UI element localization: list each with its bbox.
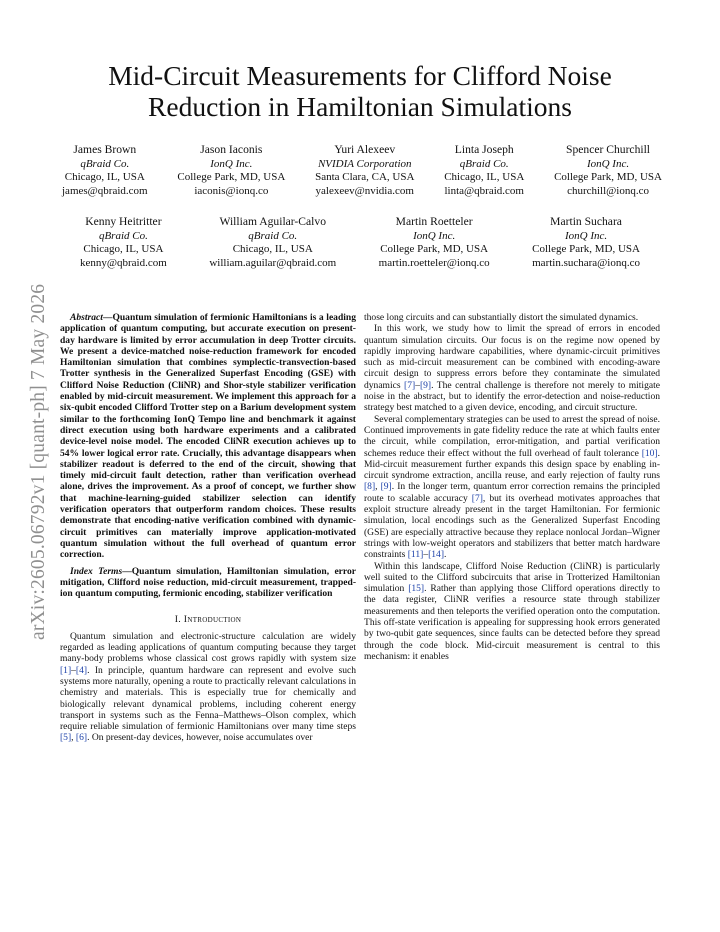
author-email: yalexeev@nvidia.com	[315, 184, 414, 197]
author-affiliation: IonQ Inc.	[564, 229, 608, 242]
body-paragraph	[364, 323, 660, 413]
author-location: College Park, MD, USA	[380, 243, 489, 255]
author-affiliation: IonQ Inc.	[586, 157, 630, 170]
author-location: Chicago, IL, USA	[232, 243, 313, 255]
author-name: Jason Iaconis	[200, 143, 263, 156]
title-line-2: Reduction in Hamiltonian Simulations	[148, 91, 572, 122]
abstract	[60, 312, 356, 561]
text-run: ,	[375, 481, 381, 493]
text-run: –	[423, 549, 429, 561]
author-affiliation: qBraid Co.	[80, 157, 130, 170]
citation-link[interactable]: [9]	[380, 481, 392, 493]
text-run: . In the longer term, quantum error correction remains the principled route to scalable accuracy	[364, 481, 660, 504]
author-email: iaconis@ionq.co	[194, 184, 269, 197]
author-block	[62, 143, 148, 198]
author-affiliation: qBraid Co.	[248, 229, 298, 242]
author-block	[532, 215, 640, 270]
continued-paragraph: those long circuits and can substantially distort the simulated dynamics.	[364, 312, 639, 323]
author-affiliation: IonQ Inc.	[210, 157, 253, 170]
author-block	[209, 215, 336, 270]
intro-paragraph	[60, 631, 356, 744]
index-terms-label: Index Terms	[70, 565, 123, 577]
citation-link[interactable]: [11]	[407, 549, 424, 561]
citation-link[interactable]: [1]	[60, 664, 72, 676]
author-name: Kenny Heitritter	[85, 215, 162, 228]
author-affiliation: IonQ Inc.	[413, 229, 456, 242]
author-block	[177, 143, 285, 198]
author-block	[379, 215, 490, 270]
citation-link[interactable]: [4]	[75, 664, 88, 676]
citation-link[interactable]: [15]	[408, 583, 425, 595]
text-run: . The central challenge is therefore not merely to mitigate noise in the abstract, but to identify the error-detection and noise-reduction strategy best matched to a given device, encoding, and circuit structure.	[364, 379, 660, 414]
author-name: Martin Roetteler	[395, 215, 473, 228]
text-run: . Rather than applying those Clifford operations directly to the data register, CliNR verifies a resource state through stabilizer measurements and then teleports the verified operation onto the computation. This off-state verification is appealing for suppressing hook errors generated by two-qubit gate sequences, since faults can be detected before they spread through the code block. Mid-circuit measurement is central to this mechanism: it enables	[364, 583, 660, 662]
index-terms-text: —Quantum simulation, Hamiltonian simulation, error mitigation, Clifford noise reduction, mid-circuit measurement, trapped-ion quantum computing, fermionic encoding, stabilizer verification	[60, 565, 356, 600]
paper-title	[60, 60, 660, 122]
text-run: In this work, we study how to limit the spread of errors in encoded quantum simulation circuits. Our focus is on the regime now opened by rapidly improving hardware capabilities, where dynamic-circuit primitives such as mid-circuit measurement can be combined with encoding-aware circuit design to suppress errors before they contaminate the simulated dynamics	[364, 323, 660, 391]
citation-link[interactable]: [5]	[60, 732, 72, 744]
author-email: martin.suchara@ionq.co	[532, 256, 640, 269]
author-location: Santa Clara, CA, USA	[315, 171, 415, 183]
text-run: . Mid-circuit measurement further expands this design space by enabling in-circuit syndrome extraction, ancilla reuse, and early rejection of faulty runs	[364, 447, 660, 482]
author-location: Chicago, IL, USA	[64, 171, 145, 183]
author-email: linta@qbraid.com	[444, 184, 524, 197]
index-terms	[60, 566, 356, 600]
author-location: College Park, MD, USA	[554, 171, 662, 183]
left-column	[60, 312, 356, 744]
citation-link[interactable]: [7]	[404, 379, 416, 391]
citation-link[interactable]: [6]	[75, 732, 88, 744]
text-run: . On present-day devices, however, noise accumulates over	[87, 732, 313, 744]
author-block	[80, 215, 167, 270]
author-email: kenny@qbraid.com	[80, 256, 167, 269]
author-location: College Park, MD, USA	[532, 243, 640, 255]
citation-link[interactable]: [8]	[364, 481, 376, 493]
title-line-1: Mid-Circuit Measurements for Clifford Noise	[108, 60, 612, 91]
author-name: Martin Suchara	[550, 215, 622, 228]
author-name: Spencer Churchill	[566, 143, 651, 156]
abstract-text: —Quantum simulation of fermionic Hamiltonians is a leading application of quantum computing, but accurate execution on present-day hardware is limited by error accumulation in deep Trotter circuits. We present a device-matched noise-reduction framework for encoded Hamiltonian simulation that combines symplectic-transvection-based Trotter synthesis in the Generalized Superfast Encoding (GSE) with Clifford Noise Reduction (CliNR) and Shor-style stabilizer verification enabled by mid-circuit measurement. We implement this approach for a six-qubit encoded Clifford Trotter step on a Barium development system similar to the forthcoming IonQ Tempo line and benchmark it against direct execution using both hardware experiments and a calibrated device-level noise model. The encoded CliNR execution achieves up to 54% lower logical error rate. Crucially, this advantage disappears when stabilizer readout is deferred to the end of the circuit, showing that timely mid-circuit fault detection, rather than verification overhead alone, drives the improvement. As a proof of concept, we further show that machine-learning-guided stabilizer selection can identify verification operators that outperform random choices. These results demonstrate that encoding-native verification combined with dynamic-circuit primitives can materially improve application-motivated quantum simulation without the full overhead of quantum error correction.	[60, 312, 356, 561]
right-column	[364, 312, 660, 662]
author-affiliation: NVIDIA Corporation	[317, 157, 412, 170]
text-run: .	[444, 549, 447, 561]
text-run: , but its overhead motivates approaches that exploit structure already present in the target Hamiltonian. For fermionic simulation, local encodings such as the Generalized Superfast Encoding (GSE) are especially attractive because they replace nonlocal Jordan–Wigner strings with low-weight operators and stabilizers that better match hardware constraints	[364, 492, 660, 561]
text-run: –	[71, 664, 76, 676]
author-affiliation: qBraid Co.	[98, 229, 148, 242]
author-affiliation: qBraid Co.	[459, 157, 509, 170]
author-location: Chicago, IL, USA	[83, 243, 164, 255]
text-run: . In principle, quantum hardware can represent and evolve such systems more naturally, opening a route to practically relevant calculations in chemistry and materials. This is especially true for chemically and biologically relevant dynamical problems, including coherent energy transport in systems such as the Fenna–Matthews–Olson complex, which require reliable simulation of fermionic Hamiltonians over many time steps	[60, 664, 356, 733]
section-heading: I. Introduction	[174, 614, 242, 626]
author-location: Chicago, IL, USA	[444, 171, 525, 183]
author-block	[444, 143, 524, 198]
author-name: Linta Joseph	[454, 143, 514, 156]
citation-link[interactable]: [9]	[419, 379, 432, 391]
author-block	[315, 143, 414, 198]
body-paragraph	[364, 414, 660, 561]
text-run: Within this landscape, Clifford Noise Reduction (CliNR) is particularly well suited to the Clifford subcircuits that arise in Trotterized Hamiltonian simulation	[364, 560, 660, 595]
author-name: James Brown	[73, 143, 137, 156]
author-email: william.aguilar@qbraid.com	[209, 256, 337, 269]
citation-link[interactable]: [14]	[428, 549, 444, 561]
text-run: Quantum simulation and electronic-structure calculation are widely regarded as leading applications of quantum computing because they target many-body problems whose classical cost grows rapidly with system size	[60, 630, 356, 665]
arxiv-identifier-sidebar: arXiv:2605.06792v1 [quant-ph] 7 May 2026	[28, 283, 49, 640]
author-row-2	[80, 215, 640, 270]
author-name: Yuri Alexeev	[334, 143, 396, 156]
author-location: College Park, MD, USA	[177, 171, 286, 183]
author-name: William Aguilar-Calvo	[219, 215, 326, 228]
author-block	[554, 143, 662, 198]
citation-link[interactable]: [7]	[471, 492, 483, 504]
author-email: churchill@ionq.co	[567, 184, 649, 197]
author-row-1	[60, 143, 664, 198]
citation-link[interactable]: [10]	[641, 447, 658, 459]
author-email: martin.roetteler@ionq.co	[378, 256, 490, 269]
text-run: ,	[71, 732, 76, 744]
body-paragraph	[364, 561, 660, 663]
text-run: –	[415, 379, 420, 391]
abstract-label: Abstract	[70, 312, 103, 323]
author-email: james@qbraid.com	[62, 184, 148, 197]
text-run: Several complementary strategies can be used to arrest the spread of noise. Continued improvements in gate fidelity reduce the rate at which faults enter the circuit, while compilation, error-mitigation, and partial verification schemes reduce their effect without the full overhead of fault tolerance	[364, 413, 660, 459]
